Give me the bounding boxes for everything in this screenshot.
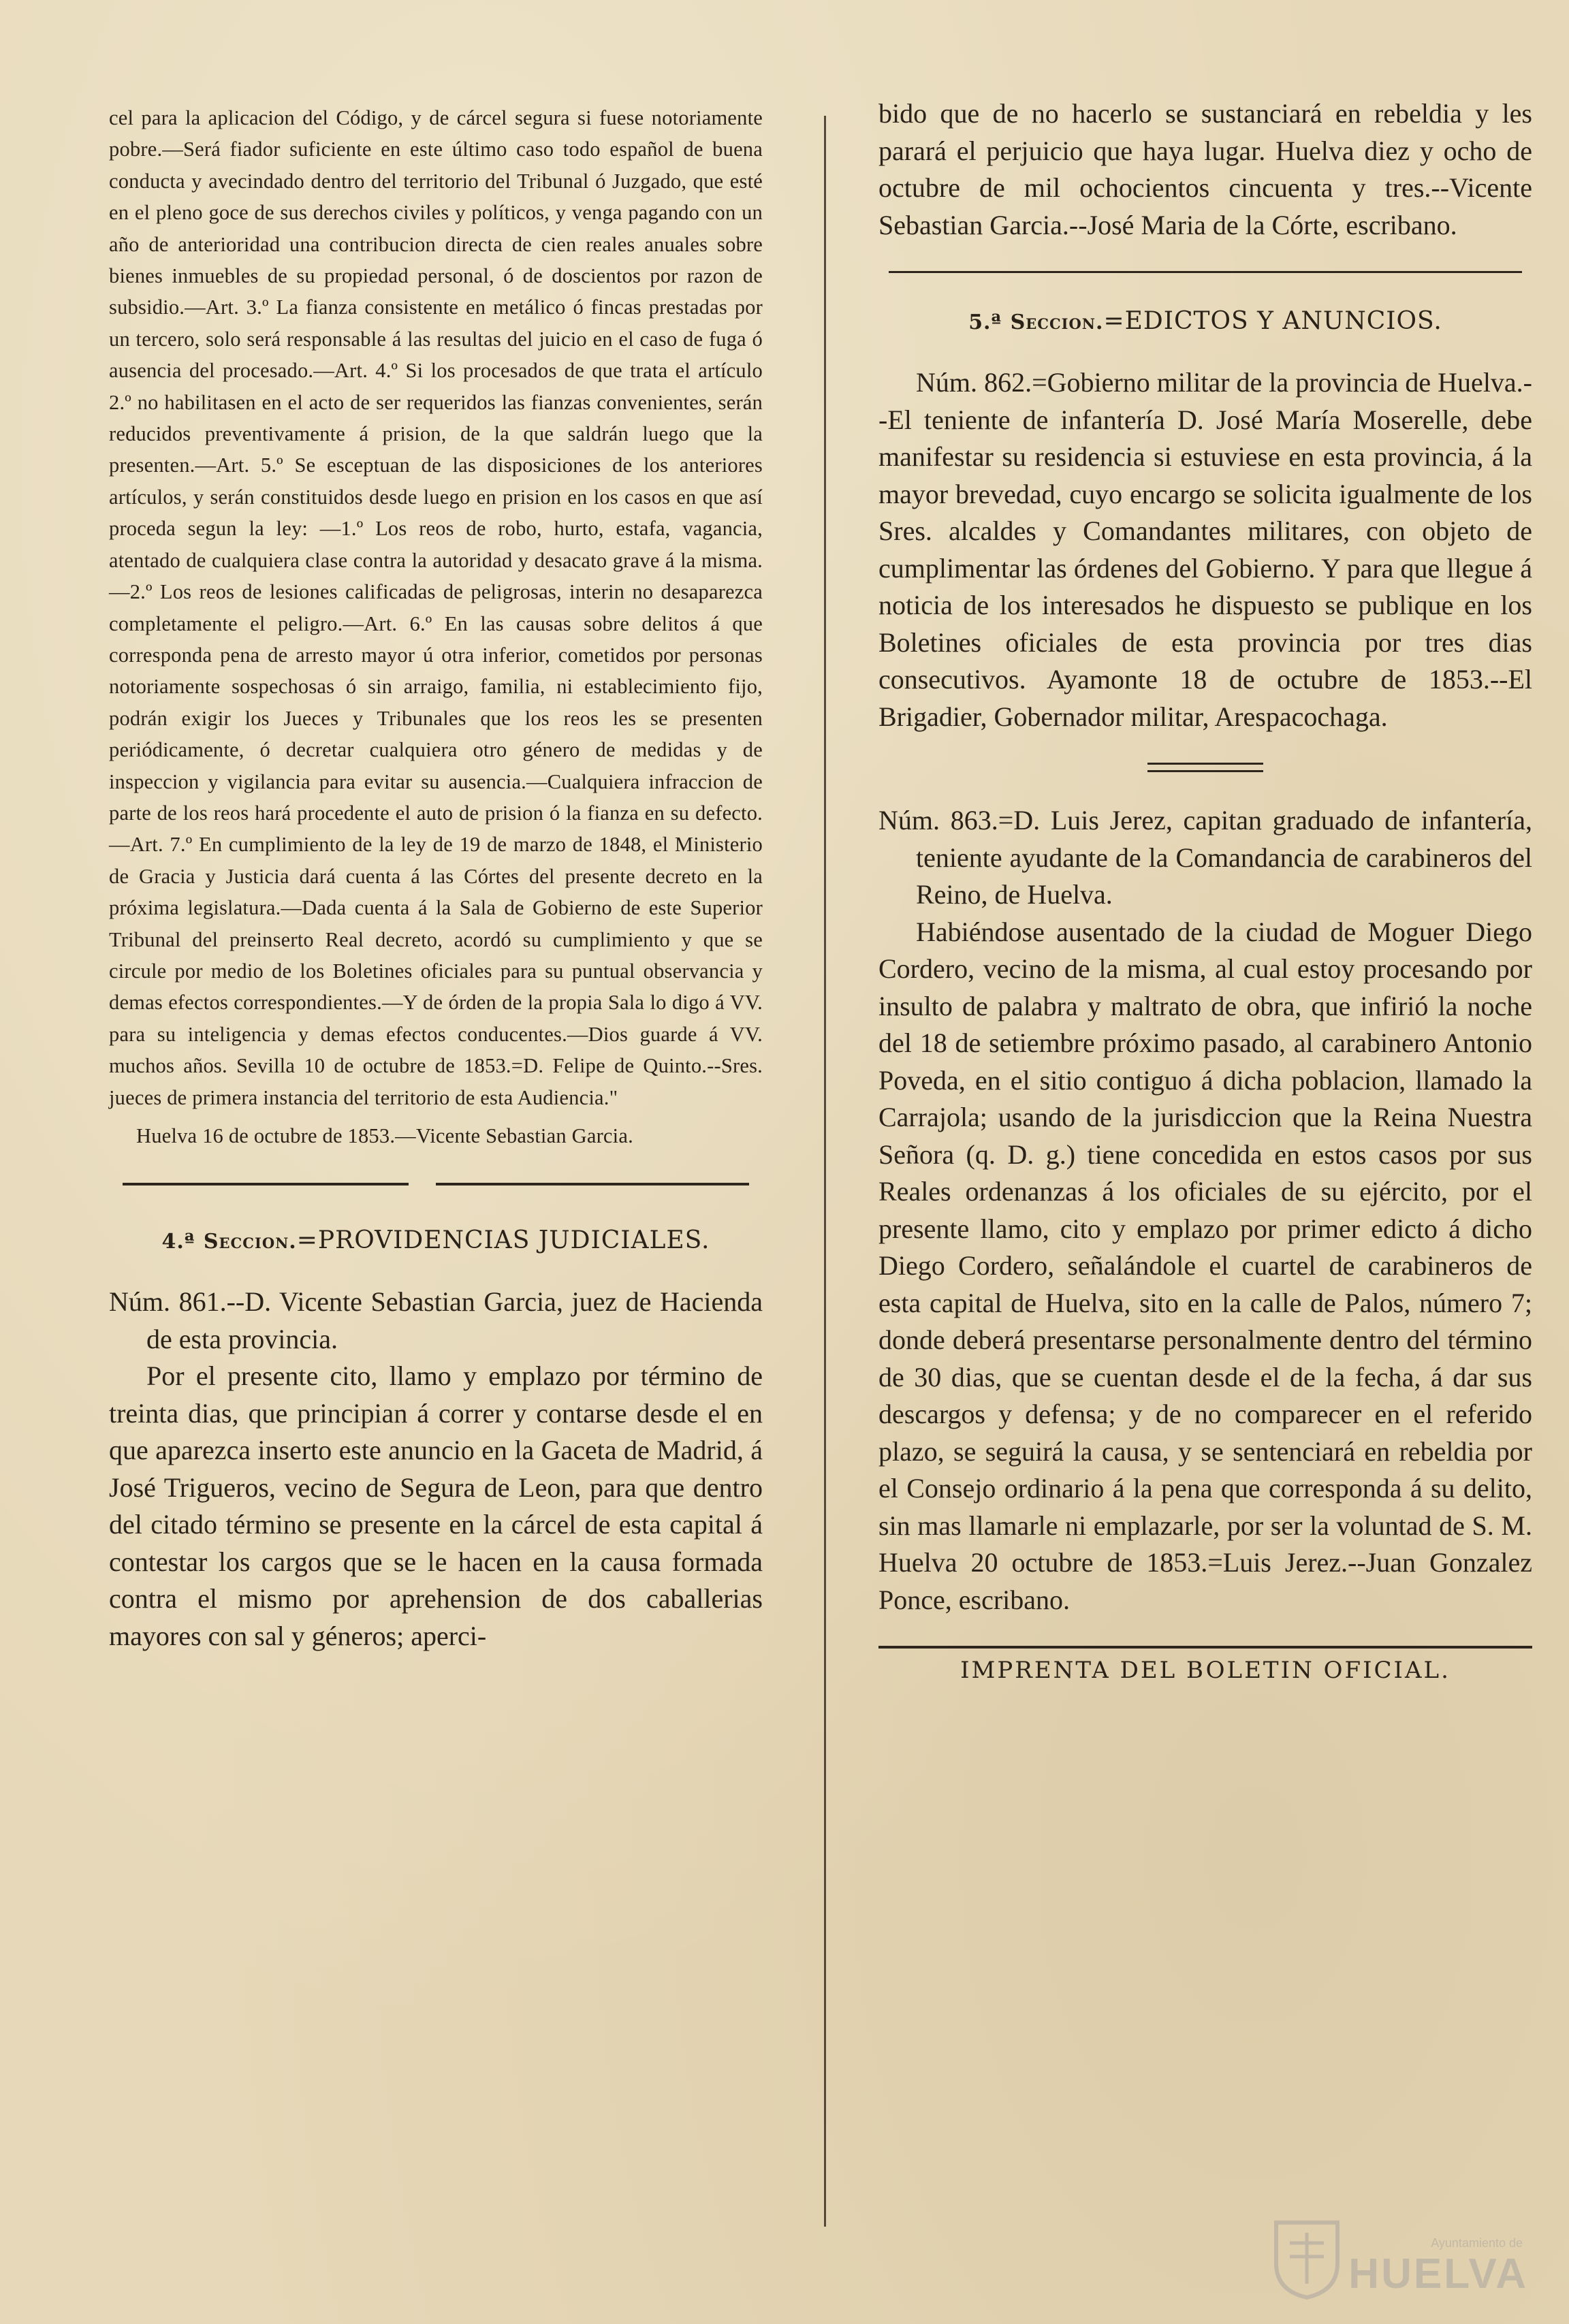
notice-862: [878, 364, 1532, 735]
notice-863-heading: Núm. 863.=D. Luis Jerez, capitan graduado de infantería, teniente ayudante de la Comandancia de carabineros del Reino, de Huelva.: [878, 805, 1532, 910]
notice-863: [878, 802, 1532, 1619]
notice-861-continuation: [878, 95, 1532, 244]
shield-icon: [1269, 2216, 1344, 2301]
notice-862-text: Núm. 862.=Gobierno militar de la provincia de Huelva.--El teniente de infantería D. José María Moserelle, debe manifestar su residencia si estuviese en esta provincia, á la mayor brevedad, cuyo encargo se solicita igualmente de los Sres. alcaldes y Comandantes militares, con objeto de cumplimentar las órdenes del Gobierno. Y para que llegue á noticia de los interesados he dispuesto se publique en los Boletines oficiales de esta provincia por tres dias consecutivos. Ayamonte 18 de octubre de 1853.--El Brigadier, Gobernador militar, Arespacochaga.: [878, 367, 1532, 732]
notice-separator: [1147, 763, 1263, 772]
section-number: 5.ª: [968, 311, 1002, 334]
section-label: Seccion.: [203, 1230, 297, 1254]
right-column: [878, 95, 1532, 1684]
section-separator: [889, 271, 1522, 273]
section-5-heading: [878, 306, 1532, 338]
watermark-word: HUELVA: [1348, 2250, 1528, 2297]
section-title: =PROVIDENCIAS JUDICIALES.: [296, 1226, 710, 1255]
section-4-heading: [109, 1225, 763, 1258]
watermark-subtitle: Ayuntamiento de: [1431, 2236, 1523, 2250]
left-column: [109, 102, 763, 1655]
notice-861-cont-text: bido que de no hacerlo se sustanciará en rebeldia y les parará el perjuicio que haya lugar. Huelva diez y ocho de octubre de mil ochocientos cincuenta y tres.--Vicente Sebastian Garcia.--José Maria de la Córte, escribano.: [878, 98, 1532, 240]
notice-861: [109, 1284, 763, 1655]
section-number: 4.ª: [161, 1230, 195, 1254]
watermark-logo: [1269, 2215, 1528, 2304]
decree-continuation: [109, 102, 763, 1151]
section-label: Seccion.: [1010, 311, 1104, 334]
notice-861-body: Por el presente cito, llamo y emplazo por término de treinta dias, que principian á correr y contarse desde el en que aparezca inserto este anuncio en la Gaceta de Madrid, á José Trigueros, vecino de Segura de Leon, para que dentro del citado término se presente en la cárcel de esta capital á contestar los cargos que se le hacen en la causa formada contra el mismo por aprehension de dos caballerias mayores con sal y géneros; aperci-: [109, 1360, 763, 1651]
printer-imprint: IMPRENTA DEL BOLETIN OFICIAL.: [960, 1657, 1451, 1684]
section-separator: [109, 1179, 763, 1190]
column-divider: [824, 116, 826, 2227]
decree-signature: Huelva 16 de octubre de 1853.—Vicente Sebastian Garcia.: [136, 1124, 633, 1147]
section-title: =EDICTOS Y ANUNCIOS.: [1103, 307, 1442, 335]
notice-863-body: Habiéndose ausentado de la ciudad de Moguer Diego Cordero, vecino de la misma, al cual estoy procesando por insulto de palabra y maltrato de obra, que infirió la noche del 18 de setiembre próximo pasado, al carabinero Antonio Poveda, en el sitio contiguo á dicha poblacion, llamado la Carrajola; usando de la jurisdiccion que la Reina Nuestra Señora (q. D. g.) tiene concedida en estos casos por sus Reales ordenanzas á los oficiales de su ejército, por el presente llamo, cito y emplazo por primer edicto á dicho Diego Cordero, señalándole el cuartel de carabineros de esta capital de Huelva, sito en la calle de Palos, número 7; donde deberá presentarse personalmente dentro del término de 30 dias, que se cuentan desde el de la fecha, á dar sus descargos y defensa; y de no comparecer en el referido plazo, se seguirá la causa, y se sentenciará en rebeldia por el Consejo ordinario á la pena que corresponda á su delito, sin mas llamarle ni emplazarle, por ser la voluntad de S. M. Huelva 20 octubre de 1853.=Luis Jerez.--Juan Gonzalez Ponce, escribano.: [878, 916, 1532, 1615]
notice-861-heading: Núm. 861.--D. Vicente Sebastian Garcia, juez de Hacienda de esta provincia.: [109, 1286, 763, 1354]
footer-rule: [878, 1646, 1532, 1649]
decree-text: cel para la aplicacion del Código, y de cárcel segura si fuese notoriamente pobre.—Será fiador suficiente en este último caso todo español de buena conducta y avecindado dentro del territorio del Tribunal ó Juzgado, que esté en el pleno goce de sus derechos civiles y políticos, y venga pagando con un año de anterioridad una contribucion directa de cien reales anuales sobre bienes inmuebles de su propiedad personal, ó de doscientos por razon de subsidio.—Art. 3.º La fianza consistente en metálico ó fincas prestadas por un tercero, solo será responsable á las resultas del juicio en el caso de fuga ó ausencia del procesado.—Art. 4.º Si los procesados de que trata el artículo 2.º no habilitasen en el acto de ser requeridos las fianzas convenientes, serán reducidos preventivamente á prision, de la que saldrán luego que la presenten.—Art. 5.º Se esceptuan de las disposiciones de los anteriores artículos, y serán constituidos desde luego en prision en los casos en que así proceda segun la ley: —1.º Los reos de robo, hurto, estafa, vagancia, atentado de cualquiera clase contra la autoridad y desacato grave á la misma.—2.º Los reos de lesiones calificadas de peligrosas, interin no desaparezca completamente el peligro.—Art. 6.º En las causas sobre delitos á que corresponda pena de arresto mayor ú otra inferior, cometidos por personas notoriamente sospechosas ó sin arraigo, familia, ni establecimiento fijo, podrán exigir los Jueces y Tribunales que los reos les se presenten periódicamente, ó decretar cualquiera otro género de medidas y de inspeccion y vigilancia para evitar su ausencia.—Cualquiera infraccion de parte de los reos hará procedente el auto de prision ó la fianza en su defecto.—Art. 7.º En cumplimiento de la ley de 19 de marzo de 1848, el Ministerio de Gracia y Justicia dará cuenta á las Córtes del presente decreto en la próxima legislatura.—Dada cuenta á la Sala de Gobierno de este Superior Tribunal del preinserto Real decreto, acordó su cumplimiento y que se circule por medio de los Boletines oficiales para su puntual observancia y demas efectos correspondientes.—Y de órden de la propia Sala lo digo á VV. para su inteligencia y demas efectos conducentes.—Dios guarde á VV. muchos años. Sevilla 10 de octubre de 1853.=D. Felipe de Quinto.--Sres. jueces de primera instancia del territorio de esta Audiencia.": [109, 106, 763, 1109]
